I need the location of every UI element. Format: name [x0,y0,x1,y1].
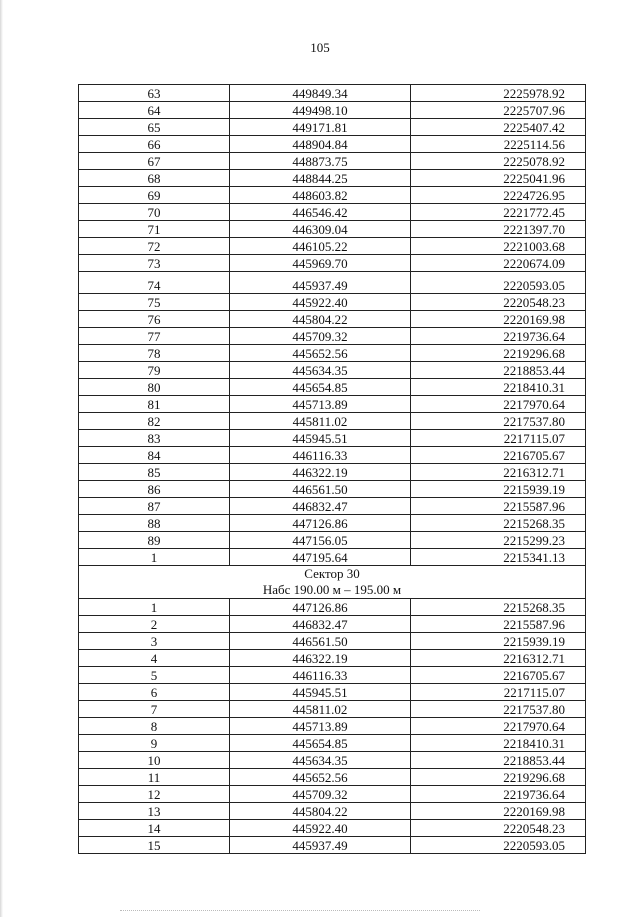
point-number-cell: 68 [79,170,230,187]
table-row [79,345,586,362]
table-row [79,803,586,820]
y-coordinate-cell: 2215587.96 [411,498,586,515]
y-coordinate-cell: 2217115.07 [411,684,586,701]
y-coordinate-cell: 2216312.71 [411,650,586,667]
section-title: Сектор 30 [304,566,360,581]
point-number-cell: 8 [79,718,230,735]
table-row [79,204,586,221]
x-coordinate-cell: 446322.19 [230,464,411,481]
table-row [79,616,586,633]
table-row [79,549,586,566]
x-coordinate-cell: 448904.84 [230,136,411,153]
table-row [79,413,586,430]
coordinates-table [78,84,586,854]
point-number-cell: 65 [79,119,230,136]
x-coordinate-cell: 445945.51 [230,684,411,701]
point-number-cell: 4 [79,650,230,667]
y-coordinate-cell: 2224726.95 [411,187,586,204]
point-number-cell: 83 [79,430,230,447]
point-number-cell: 85 [79,464,230,481]
table-row [79,684,586,701]
x-coordinate-cell: 445804.22 [230,311,411,328]
x-coordinate-cell: 445652.56 [230,769,411,786]
table-row [79,769,586,786]
point-number-cell: 69 [79,187,230,204]
y-coordinate-cell: 2220674.09 [411,255,586,272]
y-coordinate-cell: 2221397.70 [411,221,586,238]
y-coordinate-cell: 2225707.96 [411,102,586,119]
x-coordinate-cell: 448603.82 [230,187,411,204]
x-coordinate-cell: 445634.35 [230,752,411,769]
y-coordinate-cell: 2215587.96 [411,616,586,633]
x-coordinate-cell: 449171.81 [230,119,411,136]
point-number-cell: 81 [79,396,230,413]
point-number-cell: 75 [79,294,230,311]
table-row [79,294,586,311]
table-row [79,136,586,153]
x-coordinate-cell: 446116.33 [230,667,411,684]
table-row [79,532,586,549]
x-coordinate-cell: 447156.05 [230,532,411,549]
table-row [79,650,586,667]
x-coordinate-cell: 446546.42 [230,204,411,221]
y-coordinate-cell: 2219296.68 [411,769,586,786]
x-coordinate-cell: 447126.86 [230,599,411,616]
x-coordinate-cell: 445634.35 [230,362,411,379]
x-coordinate-cell: 445804.22 [230,803,411,820]
point-number-cell: 73 [79,255,230,272]
coordinates-table-body-top [79,85,586,566]
y-coordinate-cell: 2216705.67 [411,667,586,684]
x-coordinate-cell: 445922.40 [230,294,411,311]
table-row [79,447,586,464]
section-header-cell [79,566,586,599]
table-row [79,396,586,413]
point-number-cell: 1 [79,549,230,566]
y-coordinate-cell: 2225041.96 [411,170,586,187]
table-row [79,718,586,735]
table-row [79,221,586,238]
x-coordinate-cell: 445652.56 [230,345,411,362]
x-coordinate-cell: 445945.51 [230,430,411,447]
y-coordinate-cell: 2218853.44 [411,752,586,769]
table-row [79,102,586,119]
y-coordinate-cell: 2221772.45 [411,204,586,221]
table-row [79,272,586,294]
x-coordinate-cell: 446309.04 [230,221,411,238]
x-coordinate-cell: 446116.33 [230,447,411,464]
y-coordinate-cell: 2220169.98 [411,311,586,328]
y-coordinate-cell: 2215939.19 [411,481,586,498]
table-row [79,464,586,481]
x-coordinate-cell: 445709.32 [230,786,411,803]
y-coordinate-cell: 2216705.67 [411,447,586,464]
y-coordinate-cell: 2218410.31 [411,735,586,752]
x-coordinate-cell: 445937.49 [230,837,411,854]
point-number-cell: 82 [79,413,230,430]
point-number-cell: 12 [79,786,230,803]
point-number-cell: 78 [79,345,230,362]
point-number-cell: 76 [79,311,230,328]
x-coordinate-cell: 445937.49 [230,272,411,294]
point-number-cell: 15 [79,837,230,854]
point-number-cell: 86 [79,481,230,498]
point-number-cell: 5 [79,667,230,684]
table-row [79,735,586,752]
table-row [79,255,586,272]
y-coordinate-cell: 2218410.31 [411,379,586,396]
table-row [79,515,586,532]
x-coordinate-cell: 446832.47 [230,616,411,633]
point-number-cell: 77 [79,328,230,345]
x-coordinate-cell: 445713.89 [230,718,411,735]
table-row [79,362,586,379]
table-row [79,599,586,616]
x-coordinate-cell: 449849.34 [230,85,411,102]
x-coordinate-cell: 449498.10 [230,102,411,119]
y-coordinate-cell: 2220548.23 [411,294,586,311]
point-number-cell: 9 [79,735,230,752]
y-coordinate-cell: 2215939.19 [411,633,586,650]
x-coordinate-cell: 445811.02 [230,413,411,430]
table-row [79,667,586,684]
point-number-cell: 79 [79,362,230,379]
y-coordinate-cell: 2217537.80 [411,413,586,430]
table-row [79,752,586,769]
scan-shadow-edge [0,0,3,917]
point-number-cell: 13 [79,803,230,820]
section-header-body [79,566,586,599]
point-number-cell: 70 [79,204,230,221]
table-row [79,238,586,255]
table-row [79,170,586,187]
y-coordinate-cell: 2218853.44 [411,362,586,379]
y-coordinate-cell: 2217970.64 [411,396,586,413]
point-number-cell: 11 [79,769,230,786]
section-subtitle: Набс 190.00 м – 195.00 м [262,582,402,597]
point-number-cell: 10 [79,752,230,769]
y-coordinate-cell: 2225114.56 [411,136,586,153]
x-coordinate-cell: 445713.89 [230,396,411,413]
point-number-cell: 3 [79,633,230,650]
y-coordinate-cell: 2220593.05 [411,272,586,294]
point-number-cell: 63 [79,85,230,102]
y-coordinate-cell: 2217115.07 [411,430,586,447]
y-coordinate-cell: 2225978.92 [411,85,586,102]
point-number-cell: 74 [79,272,230,294]
table-row [79,837,586,854]
table-row [79,153,586,170]
x-coordinate-cell: 445922.40 [230,820,411,837]
x-coordinate-cell: 446105.22 [230,238,411,255]
table-row [79,328,586,345]
page-number: 105 [310,40,330,55]
y-coordinate-cell: 2225407.42 [411,119,586,136]
point-number-cell: 89 [79,532,230,549]
table-row [79,820,586,837]
y-coordinate-cell: 2215268.35 [411,515,586,532]
point-number-cell: 1 [79,599,230,616]
table-row [79,379,586,396]
y-coordinate-cell: 2225078.92 [411,153,586,170]
x-coordinate-cell: 445811.02 [230,701,411,718]
y-coordinate-cell: 2220169.98 [411,803,586,820]
x-coordinate-cell: 446322.19 [230,650,411,667]
x-coordinate-cell: 448844.25 [230,170,411,187]
y-coordinate-cell: 2215268.35 [411,599,586,616]
x-coordinate-cell: 446561.50 [230,481,411,498]
y-coordinate-cell: 2219736.64 [411,786,586,803]
y-coordinate-cell: 2220593.05 [411,837,586,854]
table-row [79,633,586,650]
table-row [79,430,586,447]
x-coordinate-cell: 445709.32 [230,328,411,345]
point-number-cell: 71 [79,221,230,238]
x-coordinate-cell: 445969.70 [230,255,411,272]
table-row [79,85,586,102]
y-coordinate-cell: 2219296.68 [411,345,586,362]
scan-artifact-line [120,910,480,911]
point-number-cell: 87 [79,498,230,515]
section-header-row [79,566,586,599]
x-coordinate-cell: 446561.50 [230,633,411,650]
x-coordinate-cell: 445654.85 [230,735,411,752]
table-row [79,119,586,136]
table-row [79,311,586,328]
y-coordinate-cell: 2220548.23 [411,820,586,837]
y-coordinate-cell: 2217537.80 [411,701,586,718]
table-row [79,481,586,498]
x-coordinate-cell: 446832.47 [230,498,411,515]
point-number-cell: 6 [79,684,230,701]
y-coordinate-cell: 2216312.71 [411,464,586,481]
point-number-cell: 2 [79,616,230,633]
point-number-cell: 7 [79,701,230,718]
y-coordinate-cell: 2219736.64 [411,328,586,345]
point-number-cell: 67 [79,153,230,170]
y-coordinate-cell: 2215341.13 [411,549,586,566]
x-coordinate-cell: 447126.86 [230,515,411,532]
y-coordinate-cell: 2215299.23 [411,532,586,549]
table-row [79,786,586,803]
point-number-cell: 64 [79,102,230,119]
point-number-cell: 80 [79,379,230,396]
point-number-cell: 88 [79,515,230,532]
point-number-cell: 14 [79,820,230,837]
x-coordinate-cell: 448873.75 [230,153,411,170]
y-coordinate-cell: 2217970.64 [411,718,586,735]
x-coordinate-cell: 445654.85 [230,379,411,396]
table-row [79,187,586,204]
table-row [79,701,586,718]
point-number-cell: 66 [79,136,230,153]
table-row [79,498,586,515]
point-number-cell: 84 [79,447,230,464]
point-number-cell: 72 [79,238,230,255]
y-coordinate-cell: 2221003.68 [411,238,586,255]
coordinates-table-body-bottom [79,599,586,854]
x-coordinate-cell: 447195.64 [230,549,411,566]
